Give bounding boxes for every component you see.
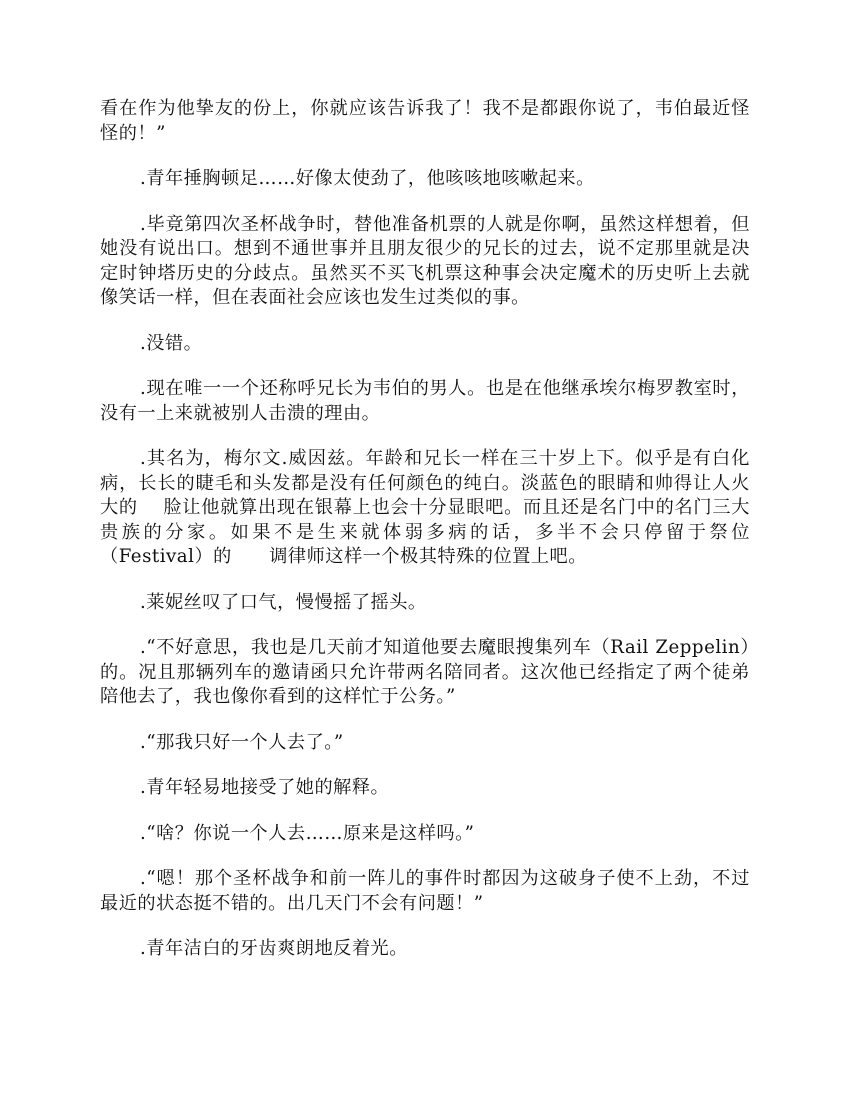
paragraph-3: .毕竟第四次圣杯战争时，替他准备机票的人就是你啊，虽然这样想着，但她没有说出口。想到不通世事并且朋友很少的兄长的过去，说不定那里就是决定时钟塔历史的分歧点。虽然买不买飞机票这种事会决定魔术的历史听上去就像笑话一样，但在表面社会应该也发生过类似的事。 xyxy=(100,213,750,308)
document-page xyxy=(100,97,750,983)
paragraph-6: .其名为，梅尔文.威因兹。年龄和兄长一样在三十岁上下。似乎是有白化病，长长的睫毛和头发都是没有任何颜色的纯白。淡蓝色的眼睛和帅得让人火大的 脸让他就算出现在银幕上也会十分显眼吧。而且还是名门中的名门三大贵族的分家。如果不是生来就体弱多病的话，多半不会只停留于祭位（Festival）的 调律师这样一个极其特殊的位置上吧。 xyxy=(100,448,750,567)
paragraph-8: .“不好意思，我也是几天前才知道他要去魔眼搜集列车（Rail Zeppelin）的。况且那辆列车的邀请函只允许带两名陪同者。这次他已经指定了两个徒弟陪他去了，我也像你看到的这样忙于公务。” xyxy=(100,637,750,707)
paragraph-5: .现在唯一一个还称呼兄长为韦伯的男人。也是在他继承埃尔梅罗教室时，没有一上来就被别人击溃的理由。 xyxy=(100,378,750,424)
paragraph-13: .青年洁白的牙齿爽朗地反着光。 xyxy=(140,938,408,959)
paragraph-2: .青年捶胸顿足……好像太使劲了，他咳咳地咳嗽起来。 xyxy=(140,168,595,189)
paragraph-7: .莱妮丝叹了口气，慢慢摇了摇头。 xyxy=(140,591,427,613)
paragraph-11: .“啥？你说一个人去……原来是这样吗。” xyxy=(140,822,475,844)
paragraph-1: 看在作为他挚友的份上，你就应该告诉我了！我不是都跟你说了，韦伯最近怪怪的！” xyxy=(100,98,750,144)
paragraph-4: .没错。 xyxy=(140,332,203,354)
paragraph-9: .“那我只好一个人去了。” xyxy=(140,731,344,753)
paragraph-12: .“嗯！那个圣杯战争和前一阵儿的事件时都因为这破身子使不上劲，不过最近的状态挺不错的。出几天门不会有问题！” xyxy=(100,868,750,914)
paragraph-10: .青年轻易地接受了她的解释。 xyxy=(140,777,390,798)
